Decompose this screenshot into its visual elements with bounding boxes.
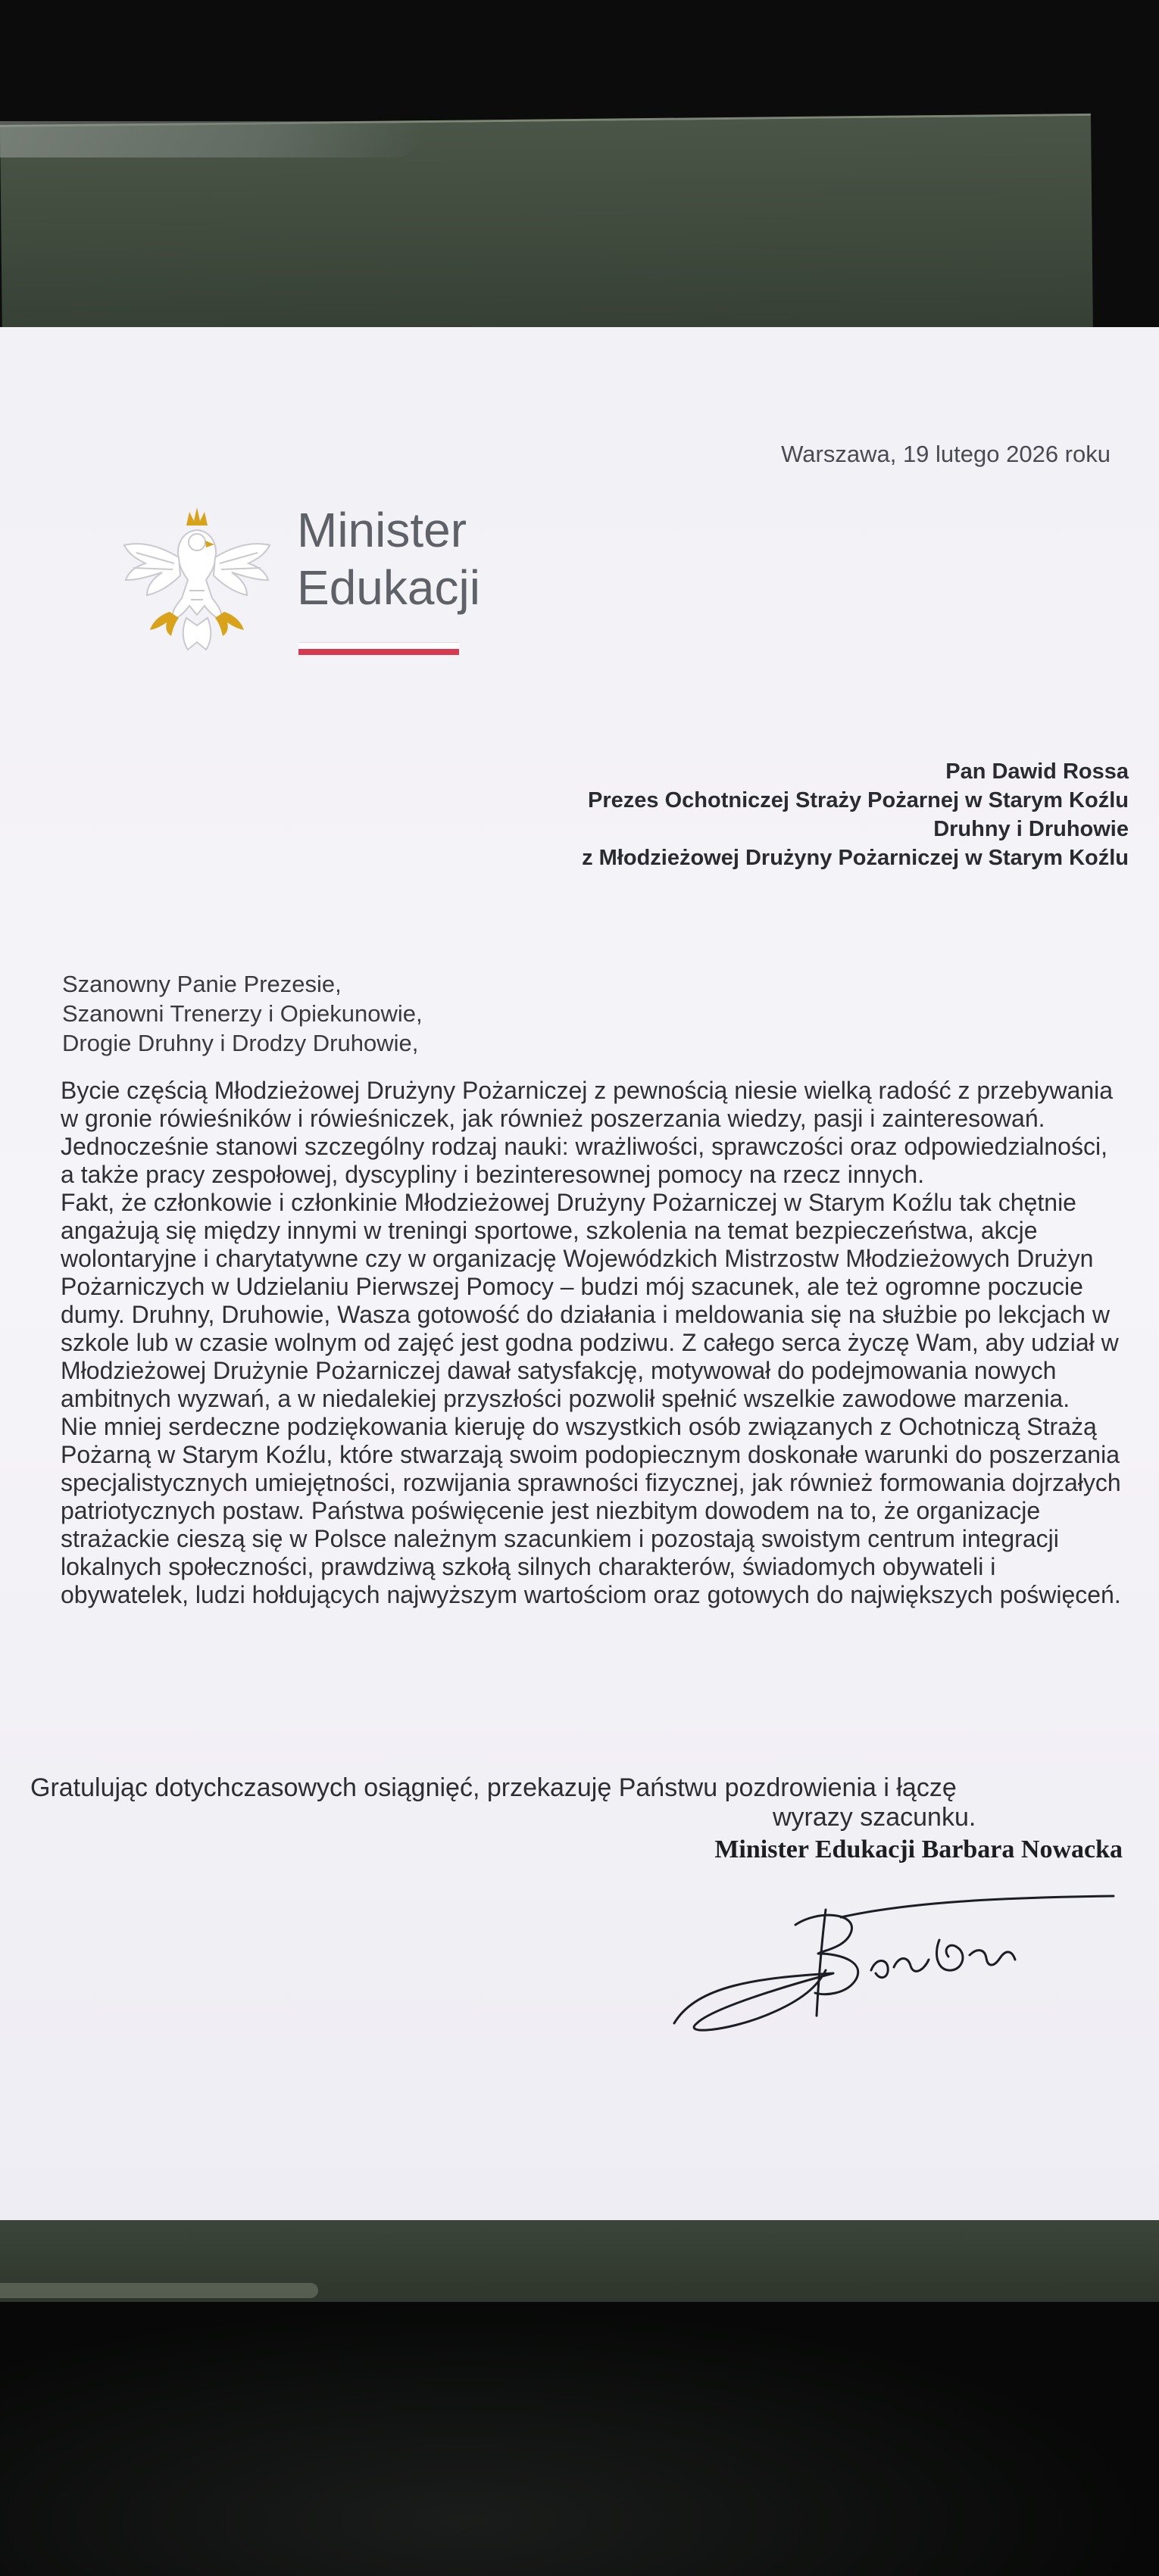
flag-stripe-red xyxy=(298,649,459,655)
logo-line-edukacji: Edukacji xyxy=(297,560,480,615)
logo-line-minister: Minister xyxy=(297,503,467,557)
salutation-line-1: Szanowny Panie Prezesie, xyxy=(62,971,342,997)
handwritten-signature-icon xyxy=(667,1895,1121,2038)
signatory-name: Minister Edukacji Barbara Nowacka xyxy=(714,1835,1123,1863)
salutation-line-3: Drogie Druhny i Drodzy Druhowie, xyxy=(62,1030,419,1056)
logo-text xyxy=(297,501,480,616)
recipient-team: z Młodzieżowej Drużyny Pożarniczej w Starym Koźlu xyxy=(582,846,1129,870)
body-paragraph-3: Nie mniej serdeczne podziękowania kieruję do wszystkich osób związanych z Ochotniczą Strażą Pożarną w Starym Koźlu, które stwarzają swoim podopiecznym doskonałe warunki do poszerzania specjalistycznych umiejętności, rozwijania sprawności fizycznej, jak również formowania dojrzałych patriotycznych postaw. Państwa poświęcenie jest niezbitym dowodem na to, że organizacje strażackie cieszą się w Polsce należnym szacunkiem i pozostają swoistym centrum integracji lokalnych społeczności, prawdziwą szkołą silnych charakterów, świadomych obywateli i obywatelek, ludzi hołdujących najwyższym wartościom oraz gotowych do największych poświęceń. xyxy=(61,1413,1121,1608)
recipient-name: Pan Dawid Rossa xyxy=(945,759,1129,784)
closing-line-1: Gratulując dotychczasowych osiągnięć, przekazuję Państwu pozdrowienia i łączę xyxy=(30,1773,957,1802)
folder-bottom-edge xyxy=(0,2283,318,2298)
salutation-block xyxy=(62,969,423,1058)
eagle-icon xyxy=(106,485,288,666)
letter-page xyxy=(0,327,1159,2220)
letter-date: Warszawa, 19 lutego 2026 roku xyxy=(781,441,1111,467)
letter-body xyxy=(61,1077,1121,1609)
flag-stripe-white xyxy=(298,642,459,649)
salutation-line-2: Szanowni Trenerzy i Opiekunowie, xyxy=(62,1000,423,1027)
closing-line-2: wyrazy szacunku. xyxy=(773,1803,976,1832)
dark-background xyxy=(0,2302,1159,2576)
recipient-group: Druhny i Druhowie xyxy=(933,817,1129,841)
folder-worn-edge xyxy=(0,121,424,157)
body-paragraph-2: Fakt, że członkowie i członkinie Młodzieżowej Drużyny Pożarniczej w Starym Koźlu tak chętnie angażują się między innymi w treningi sportowe, szkolenia na temat bezpieczeństwa, akcje wolontaryjne i charytatywne czy w organizację Wojewódzkich Mistrzostw Młodzieżowych Drużyn Pożarniczych w Udzielaniu Pierwszej Pomocy – budzi mój szacunek, ale też ogromne poczucie dumy. Druhny, Druhowie, Wasza gotowość do działania i meldowania się na służbie po lekcjach w szkole lub w czasie wolnym od zajęć jest godna podziwu. Z całego serca życzę Wam, aby udział w Młodzieżowej Drużynie Pożarniczej dawał satysfakcję, motywował do podejmowania nowych ambitnych wyzwań, a w niedalekiej przyszłości pozwolił spełnić wszelkie zawodowe marzenia. xyxy=(61,1189,1119,1412)
body-paragraph-1: Bycie częścią Młodzieżowej Drużyny Pożarniczej z pewnością niesie wielką radość z przebywania w gronie rówieśników i rówieśniczek, jak również poszerzania wiedzy, pasji i zainteresowań. Jednocześnie stanowi szczególny rodzaj nauki: wrażliwości, sprawczości oraz odpowiedzialności, a także pracy zespołowej, dyscypliny i bezinteresownej pomocy na rzecz innych. xyxy=(61,1077,1114,1188)
recipient-title: Prezes Ochotniczej Straży Pożarnej w Starym Koźlu xyxy=(588,788,1129,812)
flag-stripe xyxy=(298,642,459,654)
recipient-block xyxy=(582,757,1129,872)
